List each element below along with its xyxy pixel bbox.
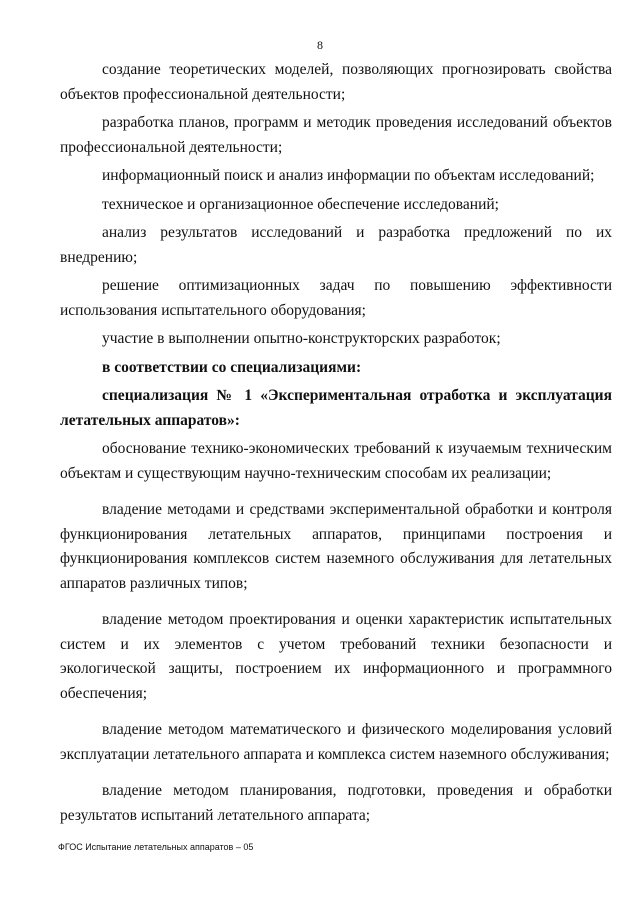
document-body [60, 58, 612, 840]
paragraph: разработка планов, программ и методик проведения исследований объектов профессиональной деятельности; [60, 114, 612, 156]
page-number: 8 [317, 38, 323, 52]
paragraph: владение методом планирования, подготовки, проведения и обработки результатов испытаний летательного аппарата; [60, 782, 612, 824]
paragraph: информационный поиск и анализ информации по объектам исследований; [102, 167, 595, 184]
paragraph: создание теоретических моделей, позволяющих прогнозировать свойства объектов профессиональной деятельности; [60, 61, 612, 103]
paragraph: владение методом математического и физического моделирования условий эксплуатации летательного аппарата и комплекса систем наземного обслуживания; [60, 721, 612, 763]
paragraph: решение оптимизационных задач по повышению эффективности использования испытательного оборудования; [60, 277, 612, 319]
paragraph: владение методом проектирования и оценки характеристик испытательных систем и их элементов с учетом требований техники безопасности и экологической защиты, построением их информационного и программного обеспечения; [60, 611, 612, 702]
paragraph: техническое и организационное обеспечение исследований; [102, 195, 499, 213]
page-footer: ФГОС Испытание летательных аппаратов – 05 [58, 842, 254, 852]
paragraph: обоснование технико-экономических требований к изучаемым техническим объектам и существующим научно-техническим способам их реализации; [60, 440, 612, 482]
paragraph: анализ результатов исследований и разработка предложений по их внедрению; [60, 224, 612, 266]
section-heading: в соответствии со специализациями: [102, 358, 362, 376]
specialization-heading: специализация № 1 «Экспериментальная отработка и эксплуатация летательных аппаратов»: [60, 387, 612, 429]
paragraph: владение методами и средствами экспериментальной обработки и контроля функционирования летательных аппаратов, принципами построения и функционирования комплексов систем наземного обслуживания для летательных аппаратов различных типов; [60, 501, 612, 592]
paragraph: участие в выполнении опытно-конструкторских разработок; [102, 330, 501, 347]
